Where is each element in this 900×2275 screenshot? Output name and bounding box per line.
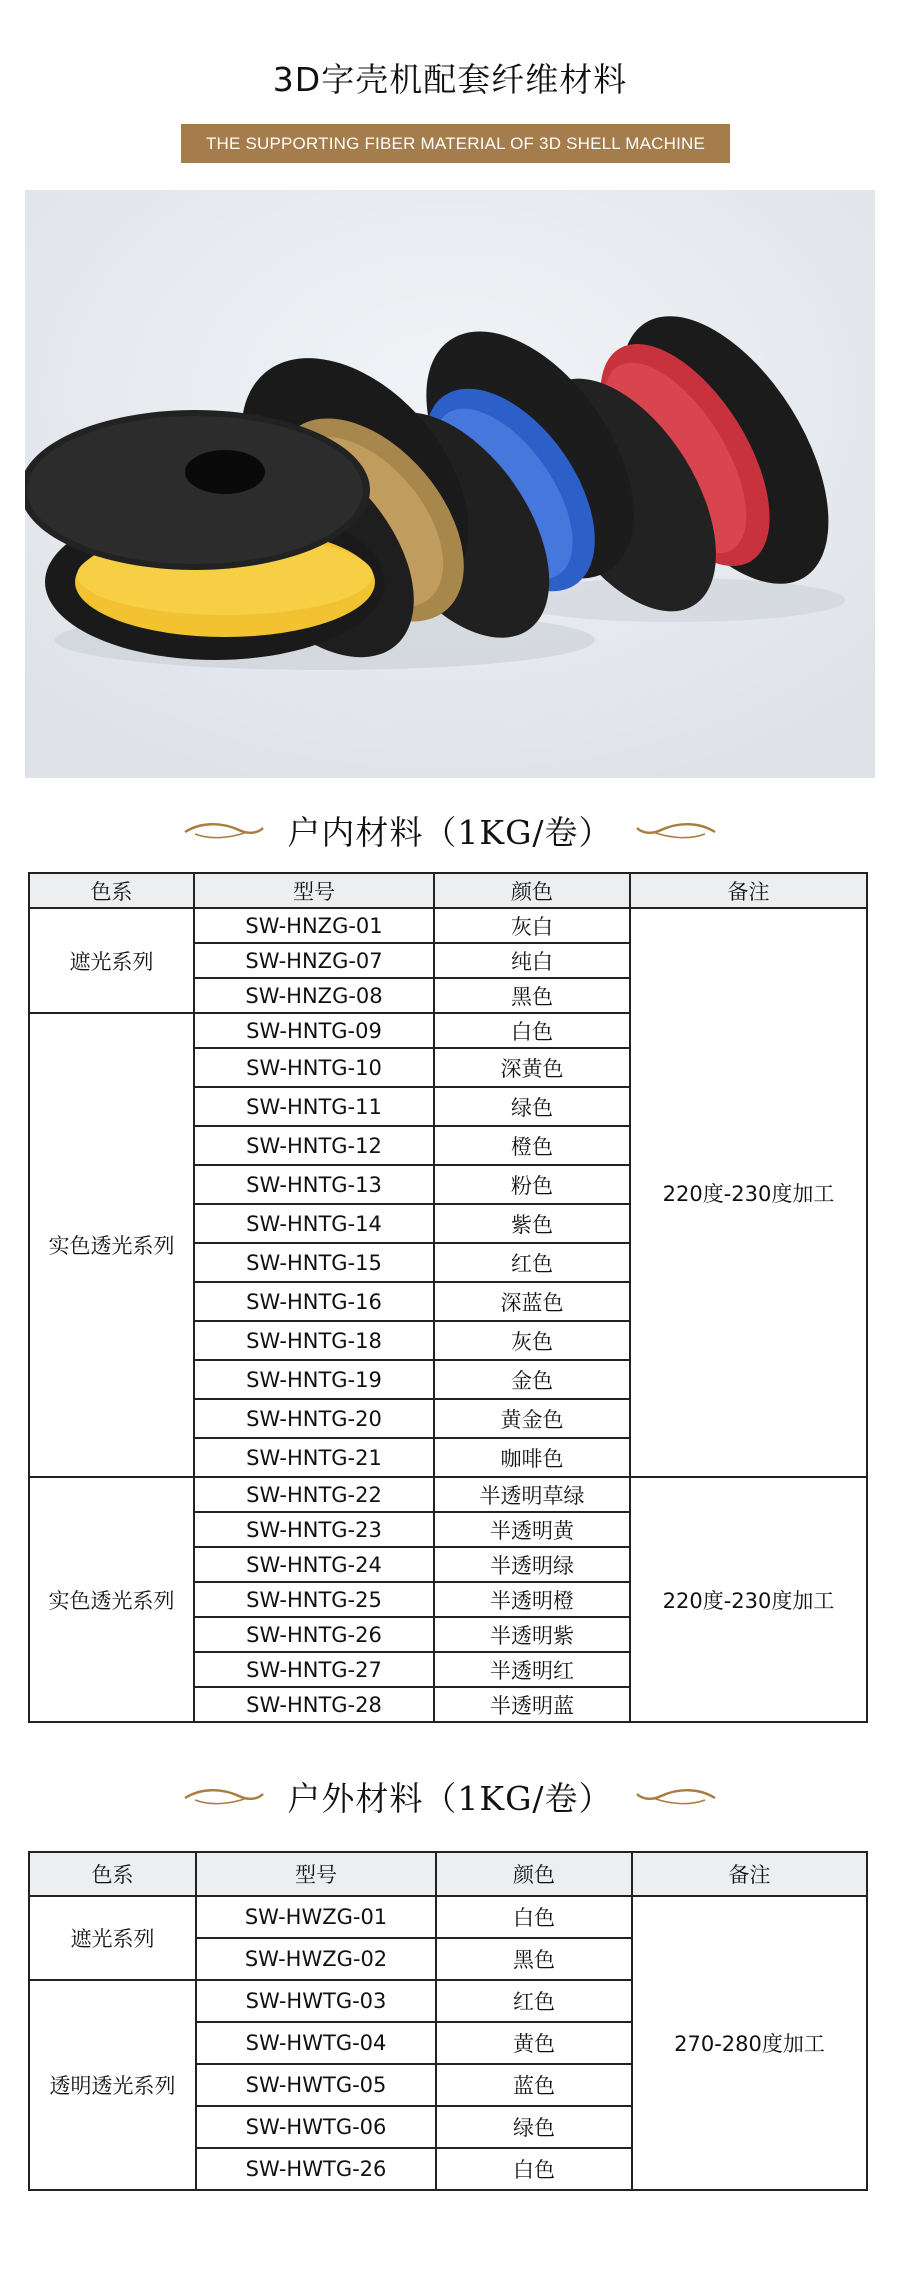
note-cell: 220度-230度加工 xyxy=(630,908,867,1477)
column-header-series: 色系 xyxy=(29,1852,196,1896)
color-cell: 红色 xyxy=(436,1980,632,2022)
outdoor-heading-text: 户外材料（1KG/卷） xyxy=(287,1778,613,1818)
series-cell: 实色透光系列 xyxy=(29,1477,194,1722)
color-cell: 白色 xyxy=(434,1013,630,1048)
model-cell: SW-HWTG-03 xyxy=(196,1980,436,2022)
column-header-note: 备注 xyxy=(630,873,867,908)
color-cell: 灰白 xyxy=(434,908,630,943)
table-row xyxy=(29,908,867,943)
right-ornament-icon xyxy=(635,818,719,842)
color-cell: 黑色 xyxy=(436,1938,632,1980)
model-cell: SW-HNTG-14 xyxy=(194,1204,434,1243)
color-cell: 灰色 xyxy=(434,1321,630,1360)
column-header-color: 颜色 xyxy=(434,873,630,908)
indoor-materials-table xyxy=(28,872,868,1723)
column-header-model: 型号 xyxy=(194,873,434,908)
model-cell: SW-HNTG-23 xyxy=(194,1512,434,1547)
right-ornament-icon xyxy=(635,1784,719,1808)
model-cell: SW-HWZG-01 xyxy=(196,1896,436,1938)
filament-spools-photo xyxy=(25,190,875,778)
series-cell: 透明透光系列 xyxy=(29,1980,196,2190)
model-cell: SW-HNTG-11 xyxy=(194,1087,434,1126)
model-cell: SW-HNTG-27 xyxy=(194,1652,434,1687)
color-cell: 绿色 xyxy=(436,2106,632,2148)
color-cell: 深黄色 xyxy=(434,1048,630,1087)
model-cell: SW-HWTG-06 xyxy=(196,2106,436,2148)
indoor-heading-text: 户内材料（1KG/卷） xyxy=(287,812,613,852)
table-row xyxy=(29,1896,867,1938)
model-cell: SW-HNTG-10 xyxy=(194,1048,434,1087)
model-cell: SW-HNTG-12 xyxy=(194,1126,434,1165)
table-row xyxy=(29,1477,867,1512)
model-cell: SW-HNZG-07 xyxy=(194,943,434,978)
color-cell: 半透明草绿 xyxy=(434,1477,630,1512)
model-cell: SW-HNTG-09 xyxy=(194,1013,434,1048)
model-cell: SW-HNTG-28 xyxy=(194,1687,434,1722)
left-ornament-icon xyxy=(181,1784,265,1808)
indoor-section-heading xyxy=(0,800,900,860)
color-cell: 黄色 xyxy=(436,2022,632,2064)
model-cell: SW-HNTG-13 xyxy=(194,1165,434,1204)
outdoor-materials-table xyxy=(28,1851,868,2191)
model-cell: SW-HNZG-08 xyxy=(194,978,434,1013)
note-cell: 220度-230度加工 xyxy=(630,1477,867,1722)
yellow-spool xyxy=(25,410,385,660)
model-cell: SW-HNTG-15 xyxy=(194,1243,434,1282)
column-header-note: 备注 xyxy=(632,1852,867,1896)
model-cell: SW-HNTG-22 xyxy=(194,1477,434,1512)
series-cell: 遮光系列 xyxy=(29,1896,196,1980)
model-cell: SW-HWTG-04 xyxy=(196,2022,436,2064)
model-cell: SW-HNTG-25 xyxy=(194,1582,434,1617)
color-cell: 半透明紫 xyxy=(434,1617,630,1652)
color-cell: 金色 xyxy=(434,1360,630,1399)
color-cell: 黑色 xyxy=(434,978,630,1013)
model-cell: SW-HWTG-26 xyxy=(196,2148,436,2190)
model-cell: SW-HNTG-24 xyxy=(194,1547,434,1582)
series-cell: 实色透光系列 xyxy=(29,1013,194,1477)
model-cell: SW-HNTG-16 xyxy=(194,1282,434,1321)
model-cell: SW-HNTG-19 xyxy=(194,1360,434,1399)
note-cell: 270-280度加工 xyxy=(632,1896,867,2190)
color-cell: 半透明橙 xyxy=(434,1582,630,1617)
color-cell: 粉色 xyxy=(434,1165,630,1204)
column-header-model: 型号 xyxy=(196,1852,436,1896)
color-cell: 白色 xyxy=(436,1896,632,1938)
page-title: 3D字壳机配套纤维材料 xyxy=(272,60,628,99)
color-cell: 绿色 xyxy=(434,1087,630,1126)
model-cell: SW-HNTG-26 xyxy=(194,1617,434,1652)
color-cell: 橙色 xyxy=(434,1126,630,1165)
page-subtitle-banner: THE SUPPORTING FIBER MATERIAL OF 3D SHELL MACHINE xyxy=(181,124,730,163)
color-cell: 纯白 xyxy=(434,943,630,978)
color-cell: 黄金色 xyxy=(434,1399,630,1438)
model-cell: SW-HWZG-02 xyxy=(196,1938,436,1980)
outdoor-section-heading xyxy=(0,1766,900,1826)
column-header-color: 颜色 xyxy=(436,1852,632,1896)
color-cell: 白色 xyxy=(436,2148,632,2190)
model-cell: SW-HNTG-18 xyxy=(194,1321,434,1360)
color-cell: 半透明黄 xyxy=(434,1512,630,1547)
color-cell: 咖啡色 xyxy=(434,1438,630,1477)
color-cell: 半透明绿 xyxy=(434,1547,630,1582)
color-cell: 深蓝色 xyxy=(434,1282,630,1321)
series-cell: 遮光系列 xyxy=(29,908,194,1013)
left-ornament-icon xyxy=(181,818,265,842)
model-cell: SW-HWTG-05 xyxy=(196,2064,436,2106)
color-cell: 蓝色 xyxy=(436,2064,632,2106)
model-cell: SW-HNZG-01 xyxy=(194,908,434,943)
column-header-series: 色系 xyxy=(29,873,194,908)
color-cell: 半透明蓝 xyxy=(434,1687,630,1722)
model-cell: SW-HNTG-20 xyxy=(194,1399,434,1438)
model-cell: SW-HNTG-21 xyxy=(194,1438,434,1477)
color-cell: 红色 xyxy=(434,1243,630,1282)
color-cell: 半透明红 xyxy=(434,1652,630,1687)
color-cell: 紫色 xyxy=(434,1204,630,1243)
